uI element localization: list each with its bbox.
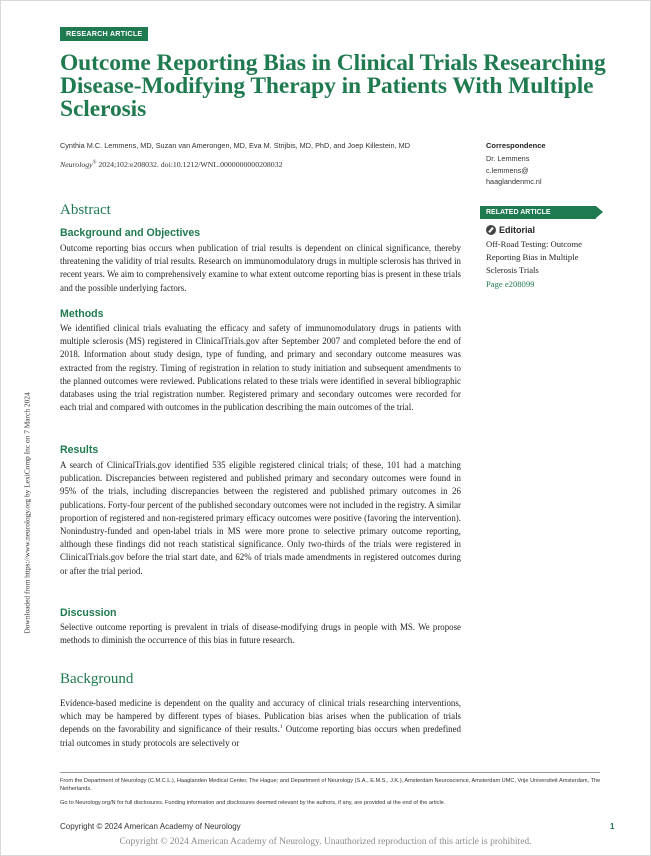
journal-name[interactable]: Neurology [60,160,93,169]
background-body [60,697,461,750]
article-type-badge: RESEARCH ARTICLE [60,27,148,41]
section-heading-background-objectives: Background and Objectives [60,227,201,239]
background-heading: Background [60,671,134,687]
reference-1-link[interactable]: 1 [279,724,283,731]
correspondence-name: Dr. Lemmens [486,154,530,163]
author-list: Cynthia M.C. Lemmens, MD, Suzan van Amerongen, MD, Eva M. Strijbis, MD, PhD, and Joep Killestein, MD [60,141,410,150]
section-body-methods: We identified clinical trials evaluating the efficacy and safety of immunomodulatory drugs in patients with multiple sclerosis (MS) registered in ClinicalTrials.gov after September 2007 and completed before the end of 2018. Information about study design, type of funding, and primary and secondary outcome measures was extracted from the registry. Timing of registration in relation to study initiation and subsequent amendments to the planned outcomes were reviewed. Publications related to these trials were identified in several bibliographic databases using the trial registration number. Registered primary and secondary outcomes were recorded for each trial and compared with outcomes in the publication describing the main outcomes of the trial. [60,323,461,413]
disclosure-footnote: Go to Neurology.org/N for full disclosures. Funding information and disclosures deemed relevant by the authors, if any, are provided at the end of the article. [60,800,446,806]
footnote-divider [60,772,600,773]
section-heading-results: Results [60,444,99,456]
affiliation-footnote: From the Department of Neurology (C.M.C.L.), Haaglanden Medical Center, The Hague; and Department of Neurology (S.A., E.M.S., J.K.), Amsterdam Neuroscience, Amsterdam UMC, Vrije Universiteit Amsterdam, The Netherlands. [60,778,601,792]
copyright-notice: Copyright © 2024 American Academy of Neurology [60,822,241,831]
background-text-part-2: Outcome reporting bias occurs when predefined trial outcomes in study protocols are selectively or [60,724,461,748]
section-body-discussion: Selective outcome reporting is prevalent in trials of disease-modifying drugs in people with MS. We propose methods to diminish the occurrence of this bias in future research. [60,622,461,646]
citation-details[interactable]: 2024;102:e208032. doi:10.1212/WNL.0000000000208032 [96,160,283,169]
bottom-watermark: Copyright © 2024 American Academy of Neurology. Unauthorized reproduction of this article is prohibited. [119,837,532,847]
section-body-results: A search of ClinicalTrials.gov identified 535 eligible registered clinical trials; of these, 101 had a matching publication. Discrepancies between registered and published primary and secondary outcomes were found in 95% of the trials, including discrepancies between the registered and published primary outcomes in 26 publications. Forty-four percent of the published secondary outcomes were not included in the registry. A similar proportion of registered and non-registered primary efficacy outcomes were positive (favoring the intervention). Nonindustry-funded and open-label trials in MS were more prone to selective primary outcome reporting, although these findings did not reach statistical significance. Only two-thirds of the trials were registered in ClinicalTrials.gov before the trial start date, and 62% of trials made amendments in registered outcomes during or after the trial period. [60,460,461,576]
related-article-banner: RELATED ARTICLE [480,206,596,219]
correspondence-email-line-2[interactable]: haaglandenmc.nl [486,177,542,186]
registered-mark: ® [92,160,97,166]
section-heading-methods: Methods [60,308,104,320]
side-watermark-text: Downloaded from https://www.neurology.org by LexiComp Inc on 7 March 2024 [22,392,32,634]
correspondence-heading: Correspondence [486,141,546,150]
page-number: 1 [610,822,615,831]
pen-icon [486,225,496,235]
related-article-page-link[interactable]: Page e208099 [486,279,535,289]
editorial-label [486,225,535,235]
section-heading-discussion: Discussion [60,607,117,619]
correspondence-block [486,153,606,188]
related-article-title[interactable]: Off-Road Testing: Outcome Reporting Bias in Multiple Sclerosis Trials [486,239,582,275]
editorial-type: Editorial [499,225,536,235]
article-title: Outcome Reporting Bias in Clinical Trials Researching Disease-Modifying Therapy in Patients With Multiple Sclerosis [60,50,606,122]
background-text-part-1: Evidence-based medicine is dependent on the quality and accuracy of clinical trials researching interventions, which may be hampered by different types of biases. Publication bias arises when the publication of trials depends on the favorability and significance of their results. [60,698,461,735]
correspondence-email-line-1[interactable]: c.lemmens@ [486,165,529,175]
citation-line [60,160,480,169]
section-body-background-objectives: Outcome reporting bias occurs when publication of trial results is dependent on clinical significance, thereby threatening the validity of trial results. Research on immunomodulatory drugs in multiple sclerosis has thrived in recent years. We aim to comprehensively examine to what extent outcome reporting bias is present in these trials and the possible underlying factors. [60,243,461,293]
abstract-heading: Abstract [60,202,111,218]
